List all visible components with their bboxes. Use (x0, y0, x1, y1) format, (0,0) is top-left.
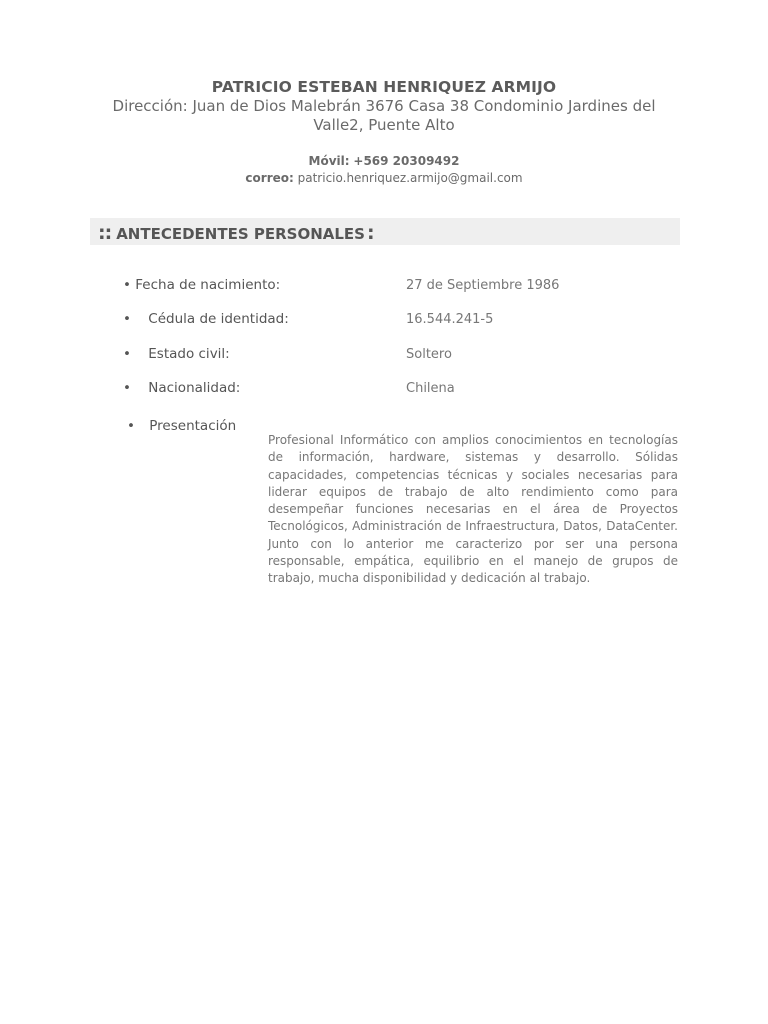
email-label: correo: (245, 171, 294, 185)
section-header-personal (90, 218, 680, 245)
address: Dirección: Juan de Dios Malebrán 3676 Casa 38 Condominio Jardines del Valle2, Puente Alto (112, 97, 656, 134)
nationality-value: Chilena (406, 381, 455, 396)
birth-label: Fecha de nacimiento: (135, 277, 281, 293)
bullet: • (123, 346, 131, 362)
birth-value: 27 de Septiembre 1986 (406, 278, 560, 293)
mobile-label: Móvil: (308, 154, 350, 168)
nationality-label: Nacionalidad: (148, 380, 241, 396)
mobile-line (90, 154, 678, 168)
presentation-label: Presentación (149, 418, 237, 434)
bullet: • (123, 311, 131, 327)
mobile-value: +569 20309492 (353, 154, 460, 168)
email-line (90, 171, 678, 185)
bullet: • (123, 277, 131, 293)
id-value: 16.544.241-5 (406, 312, 494, 327)
presentation-row (127, 418, 236, 434)
id-row (123, 311, 289, 327)
birth-row (123, 277, 280, 293)
section-title: ANTECEDENTES PERSONALES (116, 225, 365, 243)
civil-label: Estado civil: (148, 346, 230, 362)
candidate-name: PATRICIO ESTEBAN HENRIQUEZ ARMIJO (211, 78, 557, 96)
section-prefix: :: (98, 222, 112, 244)
bullet: • (123, 380, 131, 396)
civil-value: Soltero (406, 347, 452, 362)
nationality-row (123, 380, 240, 396)
id-label: Cédula de identidad: (148, 311, 289, 327)
email-value: patricio.henriquez.armijo@gmail.com (297, 171, 523, 185)
civil-row (123, 346, 230, 362)
section-suffix: : (366, 222, 375, 244)
presentation-text: Profesional Informático con amplios conocimientos en tecnologías de información, hardware, sistemas y desarrollo. Sólidas capacidades, competencias técnicas y sociales necesarias para liderar equipos de trabajo de alto rendimiento como para desempeñar funciones necesarias en el área de Proyectos Tecnológicos, Administración de Infraestructura, Datos, DataCenter. Junto con lo anterior me caracterizo por ser una persona responsable, empática, equilibrio en el manejo de grupos de trabajo, mucha disponibilidad y dedicación al trabajo. (268, 433, 678, 586)
bullet: • (127, 418, 135, 434)
